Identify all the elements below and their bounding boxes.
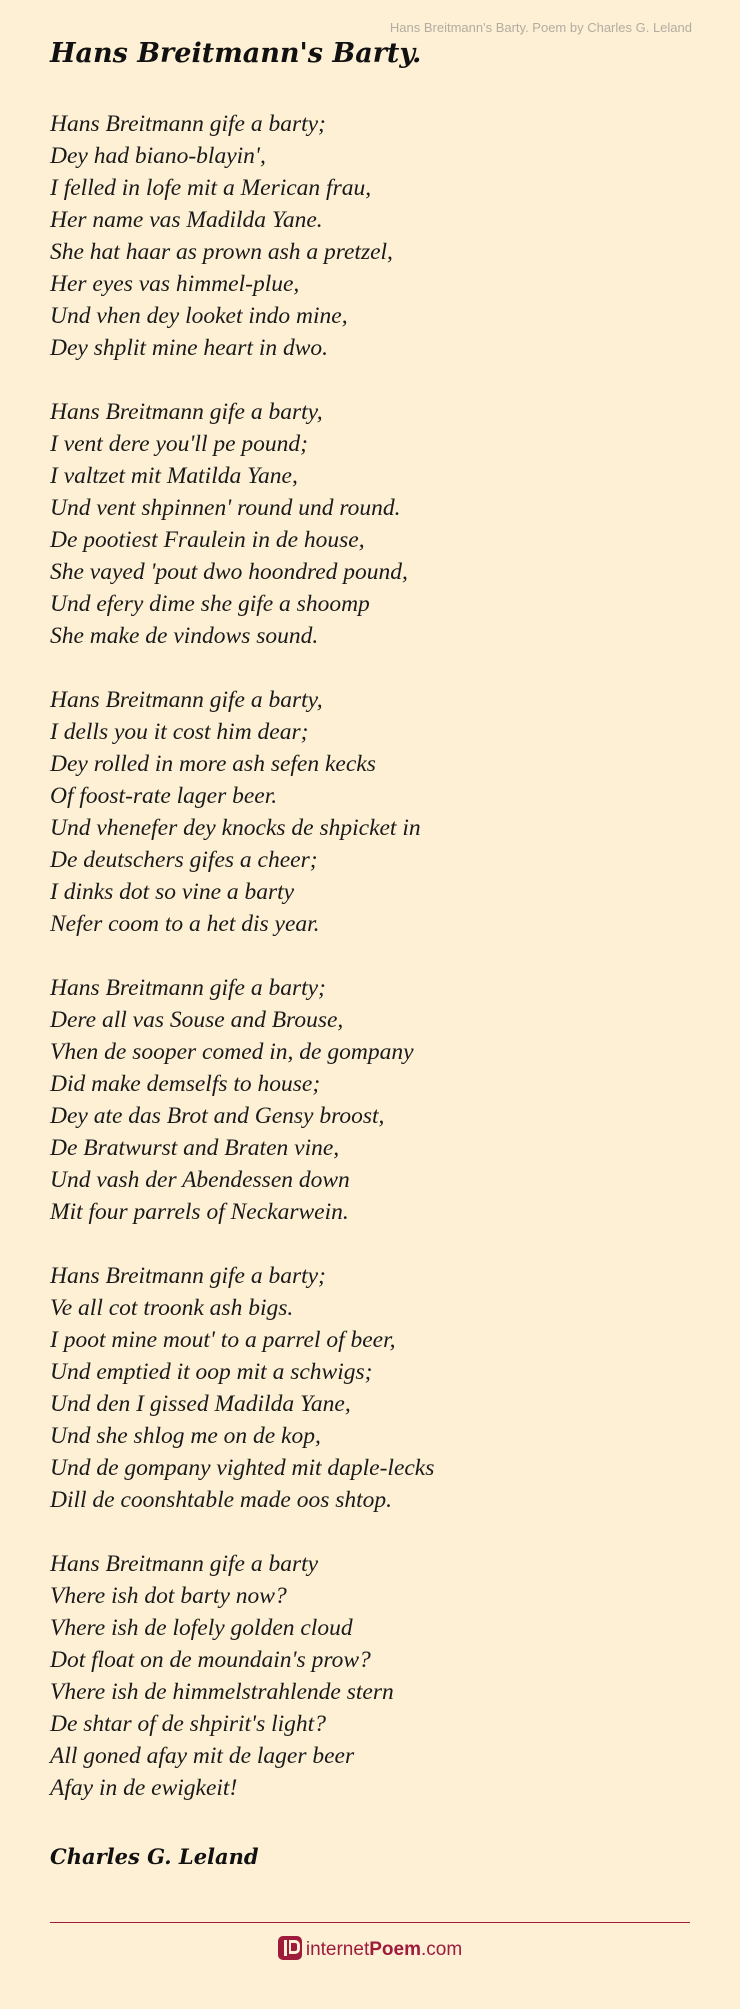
- footer-divider: [50, 1922, 690, 1923]
- poem-line: Afay in de ewigkeit!: [50, 1775, 238, 1801]
- poem-line: Dey ate das Brot and Gensy broost,: [50, 1103, 385, 1129]
- poem-line: I vent dere you'll pe pound;: [50, 431, 308, 457]
- poem-line: Nefer coom to a het dis year.: [50, 911, 320, 937]
- poem-line: Und efery dime she gife a shoomp: [50, 591, 370, 617]
- poem-line: De deutschers gifes a cheer;: [50, 847, 318, 873]
- poem-body: [50, 108, 690, 1836]
- stanza: [50, 1548, 690, 1804]
- poem-line: Dey rolled in more ash sefen kecks: [50, 751, 376, 777]
- brand-text-poem: Poem: [369, 1939, 421, 1960]
- poem-line: Dot float on de moundain's prow?: [50, 1647, 371, 1673]
- poem-line: Und vent shpinnen' round und round.: [50, 495, 401, 521]
- poem-line: Und de gompany vighted mit daple-lecks: [50, 1455, 435, 1481]
- poem-line: I dinks dot so vine a barty: [50, 879, 295, 905]
- poem-line: She vayed 'pout dwo hoondred pound,: [50, 559, 408, 585]
- poem-line: Hans Breitmann gife a barty;: [50, 975, 326, 1001]
- poem-line: Vhere ish dot barty now?: [50, 1583, 287, 1609]
- poem-line: Dill de coonshtable made oos shtop.: [50, 1487, 393, 1513]
- poem-line: De shtar of de shpirit's light?: [50, 1711, 326, 1737]
- poem-line: Und vhen dey looket indo mine,: [50, 303, 348, 329]
- poem-line: Hans Breitmann gife a barty,: [50, 399, 323, 425]
- brand-text-com: .com: [420, 1939, 463, 1960]
- poem-line: Of foost-rate lager beer.: [50, 783, 278, 809]
- poem-line: De pootiest Fraulein in de house,: [50, 527, 365, 553]
- poem-line: Mit four parrels of Neckarwein.: [50, 1199, 349, 1225]
- poem-line: Hans Breitmann gife a barty: [50, 1551, 319, 1577]
- poem-line: All goned afay mit de lager beer: [50, 1743, 355, 1769]
- poem-line: De Bratwurst and Braten vine,: [50, 1135, 340, 1161]
- poem-line: Und she shlog me on de kop,: [50, 1423, 321, 1449]
- poem-line: Her name vas Madilda Yane.: [50, 207, 323, 233]
- poem-line: Vhere ish de himmelstrahlende stern: [50, 1679, 394, 1705]
- poem-line: I felled in lofe mit a Merican frau,: [50, 175, 372, 201]
- poem-line: Hans Breitmann gife a barty;: [50, 111, 326, 137]
- brand-text-internet: internet: [305, 1939, 370, 1960]
- ip-logo-icon: [278, 1936, 302, 1960]
- poem-line: Hans Breitmann gife a barty;: [50, 1263, 326, 1289]
- poem-line: Vhen de sooper comed in, de gompany: [50, 1039, 414, 1065]
- poem-line: Did make demselfs to house;: [50, 1071, 321, 1097]
- poem-line: I valtzet mit Matilda Yane,: [50, 463, 298, 489]
- stanza: [50, 972, 690, 1228]
- poem-title: Hans Breitmann's Barty.: [50, 38, 422, 69]
- poem-line: Dey shplit mine heart in dwo.: [50, 335, 329, 361]
- stanza: [50, 396, 690, 652]
- poem-line: Hans Breitmann gife a barty,: [50, 687, 323, 713]
- stanza: [50, 684, 690, 940]
- poem-line: Dere all vas Souse and Brouse,: [50, 1007, 344, 1033]
- poem-line: Und emptied it oop mit a schwigs;: [50, 1359, 373, 1385]
- poem-line: She hat haar as prown ash a pretzel,: [50, 239, 393, 265]
- header-credit: Hans Breitmann's Barty. Poem by Charles G. Leland: [389, 20, 692, 35]
- poem-author[interactable]: Charles G. Leland: [50, 1844, 259, 1869]
- poem-line: Dey had biano-blayin',: [50, 143, 266, 169]
- poem-line: Ve all cot troonk ash bigs.: [50, 1295, 294, 1321]
- poem-line: Und den I gissed Madilda Yane,: [50, 1391, 351, 1417]
- footer-brand[interactable]: [0, 1936, 740, 1963]
- stanza: [50, 1260, 690, 1516]
- poem-line: Und vhenefer dey knocks de shpicket in: [50, 815, 421, 841]
- stanza: [50, 108, 690, 364]
- poem-line: I dells you it cost him dear;: [50, 719, 309, 745]
- poem-line: Vhere ish de lofely golden cloud: [50, 1615, 353, 1641]
- poem-line: Her eyes vas himmel-plue,: [50, 271, 300, 297]
- poem-line: I poot mine mout' to a parrel of beer,: [50, 1327, 396, 1353]
- poem-line: Und vash der Abendessen down: [50, 1167, 350, 1193]
- poem-line: She make de vindows sound.: [50, 623, 319, 649]
